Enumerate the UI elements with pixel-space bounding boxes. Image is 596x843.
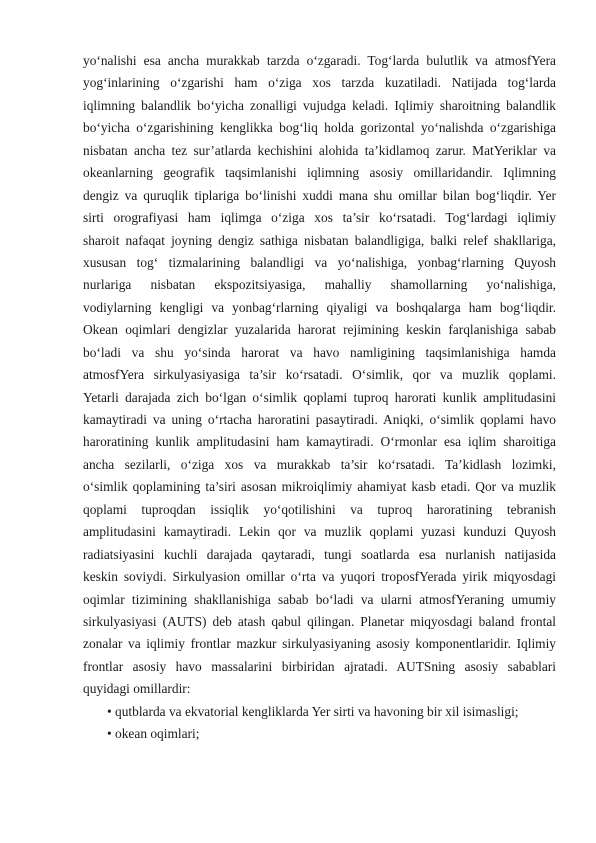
text-line: dengiz va quruqlik tiplariga bo‘linishi xuddi mana shu omillar bilan bog‘liqdir. Yer — [83, 187, 556, 203]
text-line: okeanlarning geografik taqsimlanishi iqlimning asosiy omillaridandir. Iqlimning — [83, 165, 556, 181]
text-line: nisbatan ancha tez sur’atlarda kechishini alohida ta’kidlamoq zarur. MatYeriklar va — [83, 142, 556, 158]
text-line: atmosfYera sirkulyasiyasiga ta’sir ko‘rsatadi. O‘simlik, qor va muzlik qoplami. — [83, 367, 556, 383]
text-line: bo‘ladi va shu yo‘sinda harorat va havo namligining taqsimlanishiga hamda — [83, 344, 556, 360]
text-line: ancha sezilarli, o‘ziga xos va murakkab ta’sir ko‘rsatadi. Ta’kidlash lozimki, — [83, 456, 556, 472]
text-line: iqlimning balandlik bo‘yicha zonalligi vujudga keladi. Iqlimiy sharoitning balandlik — [83, 97, 556, 113]
text-line: sharoit nafaqat joyning dengiz sathiga nisbatan balandligiga, balki relef shakllariga, — [83, 232, 556, 248]
text-line: Okean oqimlari dengizlar yuzalarida harorat rejimining keskin farqlanishiga sabab — [83, 322, 556, 338]
text-line: amplitudasini kamaytiradi. Lekin qor va muzlik qoplami yuzasi kunduzi Quyosh — [83, 524, 556, 540]
text-line: o‘simlik qoplamining ta’siri asosan mikroiqlimiy ahamiyat kasb etadi. Qor va muzlik — [83, 479, 556, 495]
text-line: bo‘yicha o‘zgarishining kenglikka bog‘liq holda gorizontal yo‘nalishda o‘zgarishiga — [83, 120, 556, 136]
text-line: vodiylarning kengligi va yonbag‘rlarning qiyaligi va boshqalarga ham bog‘liqdir. — [83, 299, 556, 315]
text-line: zonalar va iqlimiy frontlar mazkur sirkulyasiyaning asosiy komponentlaridir. Iqlimiy — [83, 636, 556, 652]
bullet-item: • okean oqimlari; — [107, 726, 200, 742]
text-line: haroratining kunlik amplitudasini ham kamaytiradi. O‘rmonlar esa iqlim sharoitiga — [83, 434, 556, 450]
text-line: sirkulyasiyasi (AUTS) deb atash qabul qilingan. Planetar miqyosdagi baland frontal — [83, 613, 556, 629]
text-line: qoplami tuproqdan issiqlik yo‘qotilishini va tuproq haroratining tebranish — [83, 501, 556, 517]
text-line: yo‘nalishi esa ancha murakkab tarzda o‘zgaradi. Tog‘larda bulutlik va atmosfYera — [83, 53, 556, 68]
text-line: nurlariga nisbatan ekspozitsiyasiga, mahalliy shamollarning yo‘nalishiga, — [83, 277, 556, 293]
text-line: quyidagi omillardir: — [83, 681, 191, 697]
text-line: oqimlar tizimining shakllanishiga sabab bo‘ladi va ularni atmosfYeraning umumiy — [83, 591, 556, 607]
text-line: kamaytiradi va uning o‘rtacha haroratini pasaytiradi. Aniqki, o‘simlik qoplami havo — [83, 412, 556, 427]
text-line: radiatsiyasini kuchli darajada qaytaradi, tungi soatlarda esa nurlanish natijasida — [83, 546, 556, 562]
text-line: sirti orografiyasi ham iqlimga o‘ziga xos ta’sir ko‘rsatadi. Tog‘lardagi iqlimiy — [83, 210, 556, 226]
text-line: Yetarli darajada zich bo‘lgan o‘simlik qoplami tuproq harorati kunlik amplitudasini — [83, 389, 556, 405]
text-line: keskin soviydi. Sirkulyasion omillar o‘rta va yuqori troposfYerada yirik miqyosdagi — [83, 569, 556, 585]
text-line: yog‘inlarining o‘zgarishi ham o‘ziga xos tarzda kuzatiladi. Natijada tog‘larda — [83, 75, 556, 91]
text-line: xususan tog‘ tizmalarining balandligi va yo‘nalishiga, yonbag‘rlarning Quyosh — [83, 254, 556, 270]
body-text — [83, 50, 556, 746]
bullet-item: • qutblarda va ekvatorial kengliklarda Yer sirti va havoning bir xil isimasligi; — [107, 703, 519, 719]
text-line: frontlar asosiy havo massalarini birbiridan ajratadi. AUTSning asosiy sabablari — [83, 658, 556, 674]
